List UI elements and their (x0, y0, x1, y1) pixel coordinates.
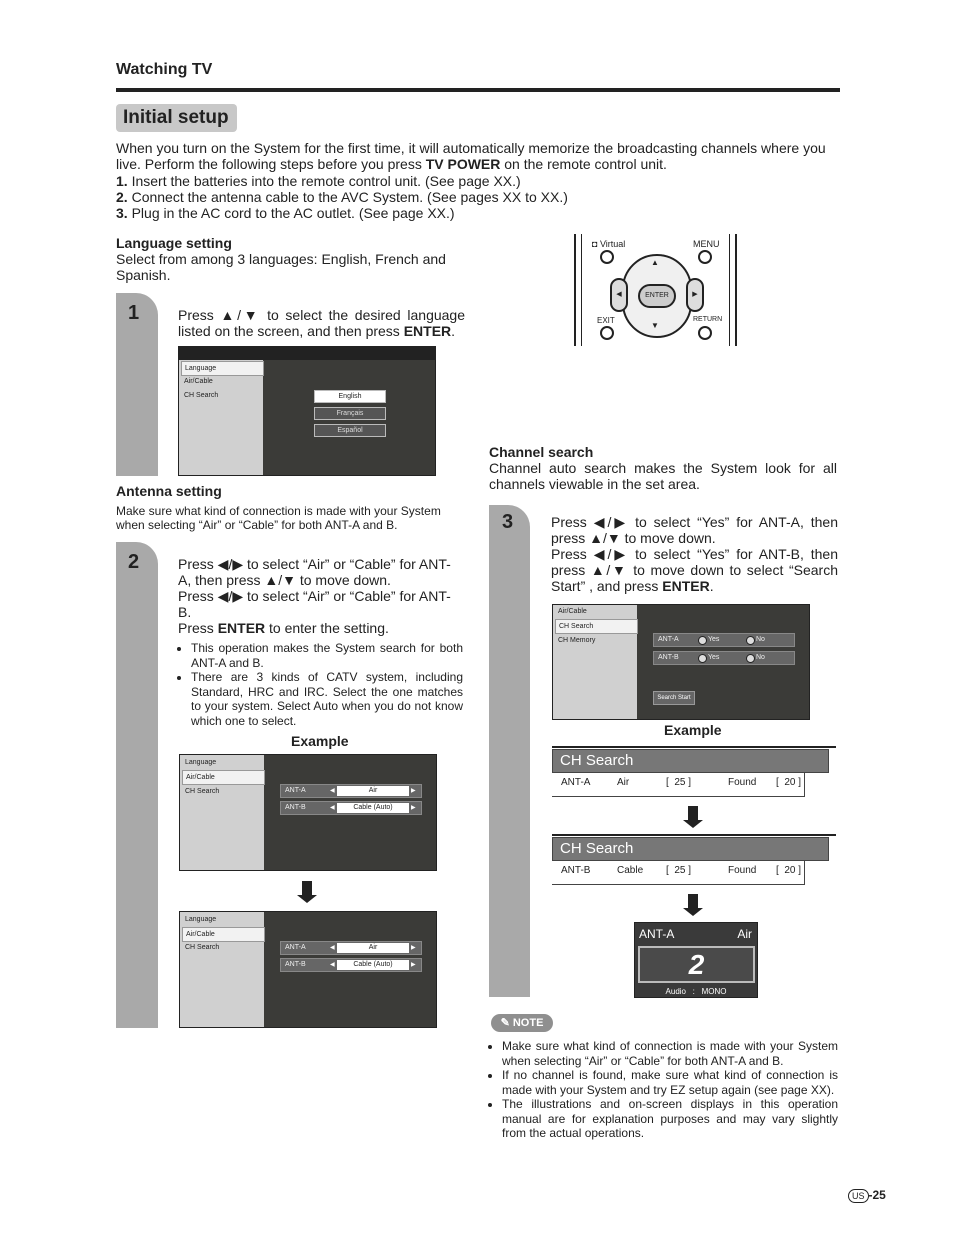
ch-search-title: CH Search (552, 749, 829, 773)
page-number: US -25 (848, 1188, 886, 1203)
section-title: Watching TV (116, 61, 213, 78)
example-label-1: Example (291, 733, 349, 749)
radio-no-icon[interactable] (746, 636, 755, 645)
down-arrow-icon (688, 806, 698, 820)
step-2-number: 2 (128, 551, 140, 573)
up-arrow-icon[interactable]: ▲ (651, 258, 659, 267)
channel-search-desc: Channel auto search makes the System look for all channels viewable in the set area. (489, 460, 837, 492)
bullet-item: • This operation makes the System search for both ANT-A and B. (191, 641, 463, 670)
step-3-instr-2: Press ◀/▶ to select “Yes” for ANT-B, then press ▲/▼ to move down to select “Search Start” , and press ENTER. (551, 546, 838, 594)
intro-paragraph (116, 140, 840, 172)
intro-step: 3. Plug in the AC cord to the AC outlet. (See page XX.) (116, 205, 455, 221)
step-2-instr-1: Press ◀/▶ to select “Air” or “Cable” for ANT-A, then press ▲/▼ to move down. (178, 556, 451, 588)
down-arrow-icon (302, 881, 312, 895)
note-item: • The illustrations and on-screen displays in this operation manual are for explanation purposes and may vary slightly from the actual operations. (502, 1097, 838, 1141)
ant-a-row[interactable]: ANT-A ◀ Air ▶ (280, 941, 422, 955)
menu-item-ch-search[interactable]: CH Search (185, 788, 220, 795)
step-2-instr-2: Press ◀/▶ to select “Air” or “Cable” for ANT-B. (178, 588, 451, 620)
step-1-instruction: Press ▲/▼ to select the desired language listed on the screen, and then press ENTER. (178, 307, 465, 339)
intro-step: 1. Insert the batteries into the remote control unit. (See page XX.) (116, 173, 521, 189)
menu-button[interactable] (698, 250, 712, 264)
step-3-number: 3 (502, 511, 514, 533)
ant-b-row[interactable]: ANT-B ◀ Cable (Auto) ▶ (280, 958, 422, 972)
intro-text-a: When you turn on the System for the first time, it will automatically memorize the broadcasting channels where you live. Perform the following steps before you press (116, 140, 826, 172)
radio-yes-icon[interactable] (698, 636, 707, 645)
menu-item-language[interactable]: Language (185, 916, 217, 923)
menu-item-air-cable[interactable]: Air/Cable (184, 378, 213, 385)
virtual-button[interactable] (600, 250, 614, 264)
channel-search-heading: Channel search (489, 444, 594, 460)
antenna-desc: Make sure what kind of connection is made with your System when selecting “Air” or “Cable” for both ANT-A and B. (116, 504, 441, 532)
pencil-icon: ✎ (500, 1017, 510, 1029)
down-arrow-icon[interactable]: ▼ (651, 321, 659, 330)
ch-search-title: CH Search (552, 837, 829, 861)
ant-a-yes-no-row[interactable]: ANT-A Yes No (653, 633, 795, 647)
bullet-item: • There are 3 kinds of CATV system, including Standard, HRC and IRC. Select the one matches to your system. Select Auto when you do not know which one to select. (191, 670, 463, 728)
step-2-bar (116, 542, 158, 1028)
exit-button[interactable] (600, 326, 614, 340)
intro-steps (116, 173, 840, 221)
osd-audio: Audio : MONO (665, 987, 727, 996)
osd-channel-number: 2 (638, 946, 755, 983)
antenna-heading: Antenna setting (116, 483, 222, 499)
menu-item-ch-search[interactable]: CH Search (185, 944, 220, 951)
step-2-instr-3: Press ENTER to enter the setting. (178, 620, 389, 636)
ch-search-row: ANT-A Air [ 25 ] Found [ 20 ] (552, 772, 805, 797)
ch-search-panel-b (552, 834, 836, 890)
channel-osd (634, 922, 758, 998)
radio-yes-icon[interactable] (698, 654, 707, 663)
ant-b-yes-no-row[interactable]: ANT-B Yes No (653, 651, 795, 665)
example-label-2: Example (664, 722, 722, 738)
osd-type: Air (737, 927, 752, 941)
option-english[interactable]: English (314, 390, 386, 403)
radio-no-icon[interactable] (746, 654, 755, 663)
intro-step: 2. Connect the antenna cable to the AVC System. (See pages XX to XX.) (116, 189, 568, 205)
step-3-bar (489, 505, 530, 997)
menu-label: MENU (693, 239, 720, 249)
intro-text-b: on the remote control unit. (500, 156, 667, 172)
note-item: • Make sure what kind of connection is made with your System when selecting “Air” or “Cable” for both ANT-A and B. (502, 1039, 838, 1068)
right-arrow-icon[interactable]: ▶ (686, 278, 704, 312)
menu-item-ch-search[interactable]: CH Search (555, 619, 638, 634)
down-arrow-icon (688, 894, 698, 908)
option-espanol[interactable]: Español (314, 424, 386, 437)
language-menu-screen (178, 346, 436, 476)
step-2-instructions (178, 556, 463, 636)
step-1-number: 1 (128, 302, 140, 324)
step-3-instructions (551, 514, 838, 594)
header-rule (116, 88, 840, 92)
antenna-menu-screen-b (179, 911, 437, 1028)
menu-item-air-cable[interactable]: Air/Cable (182, 770, 265, 785)
note-badge: ✎ NOTE (491, 1014, 553, 1032)
note-item: • If no channel is found, make sure what kind of connection is made with your System and try EZ setup again (see page XX). (502, 1068, 838, 1097)
option-francais[interactable]: Français (314, 407, 386, 420)
antenna-menu-screen-a (179, 754, 437, 871)
exit-label: EXIT (597, 316, 615, 325)
tv-power-label: TV POWER (425, 156, 501, 172)
language-heading: Language setting (116, 235, 232, 251)
enter-button[interactable]: ENTER (638, 284, 676, 308)
region-badge: US (848, 1189, 869, 1203)
menu-item-ch-search[interactable]: CH Search (184, 392, 219, 399)
left-arrow-icon[interactable]: ◀ (610, 278, 628, 312)
return-button[interactable] (698, 326, 712, 340)
menu-item-ch-memory[interactable]: CH Memory (558, 637, 596, 644)
ant-b-row[interactable]: ANT-B ◀ Cable (Auto) ▶ (280, 801, 422, 815)
remote-control-illustration (574, 234, 738, 346)
step-2-bullets (178, 641, 463, 728)
menu-item-air-cable[interactable]: Air/Cable (182, 927, 265, 942)
page-title: Initial setup (116, 104, 237, 132)
menu-item-air-cable[interactable]: Air/Cable (558, 608, 587, 615)
step-3-instr-1: Press ◀/▶ to select “Yes” for ANT-A, then press ▲/▼ to move down. (551, 514, 838, 546)
language-desc: Select from among 3 languages: English, French and Spanish. (116, 251, 446, 283)
ch-search-row: ANT-B Cable [ 25 ] Found [ 20 ] (552, 860, 805, 885)
search-start-button[interactable]: Search Start (653, 691, 695, 705)
note-list (489, 1039, 838, 1141)
ch-search-panel-a (552, 746, 836, 802)
ant-a-row[interactable]: ANT-A ◀ Air ▶ (280, 784, 422, 798)
return-label: RETURN (693, 316, 723, 323)
menu-item-language[interactable]: Language (185, 759, 217, 766)
menu-item-language[interactable]: Language (181, 361, 264, 376)
ch-search-menu-screen (552, 604, 810, 720)
osd-antenna: ANT-A (639, 927, 675, 941)
virtual-label: ◘ Virtual (592, 239, 626, 249)
